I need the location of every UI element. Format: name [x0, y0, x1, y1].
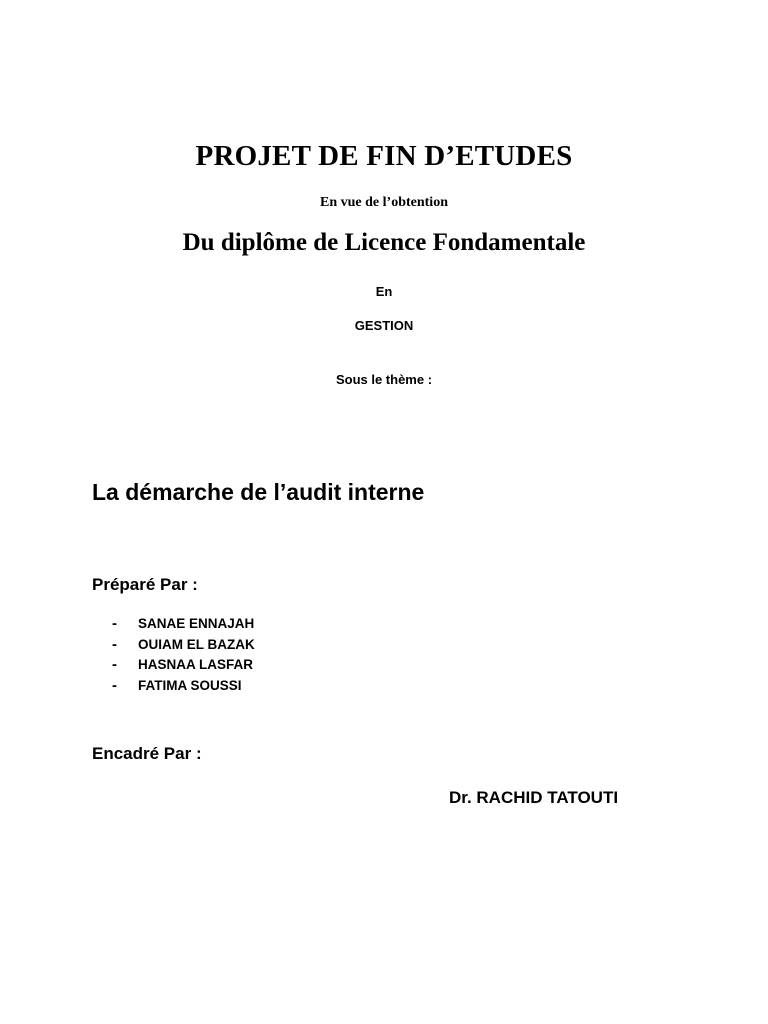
field-label: GESTION: [354, 318, 414, 333]
author-item: [112, 678, 255, 699]
supervisor-name: Dr. RACHID TATOUTI: [449, 788, 619, 807]
degree-title: Du diplôme de Licence Fondamentale: [182, 229, 586, 256]
author-item: [112, 657, 255, 678]
author-name: SANAE ENNAJAH: [138, 616, 255, 631]
bullet-dash: -: [112, 676, 117, 694]
topic-title: La démarche de l’audit interne: [92, 479, 425, 505]
subtitle: En vue de l’obtention: [320, 195, 448, 210]
author-item: [112, 637, 255, 658]
bullet-dash: -: [112, 656, 117, 673]
supervised-by-label: Encadré Par :: [92, 744, 202, 763]
bullet-dash: -: [112, 615, 117, 632]
theme-label: Sous le thème :: [335, 372, 433, 387]
en-label: En: [375, 284, 393, 299]
author-item: [112, 616, 255, 637]
prepared-by-label: Préparé Par :: [92, 575, 198, 594]
author-list: [112, 616, 255, 698]
author-name: OUIAM EL BAZAK: [138, 636, 255, 652]
author-name: HASNAA LASFAR: [138, 657, 254, 672]
bullet-dash: -: [112, 635, 117, 653]
author-name: FATIMA SOUSSI: [138, 677, 242, 693]
main-title: PROJET DE FIN D’ETUDES: [195, 140, 573, 172]
